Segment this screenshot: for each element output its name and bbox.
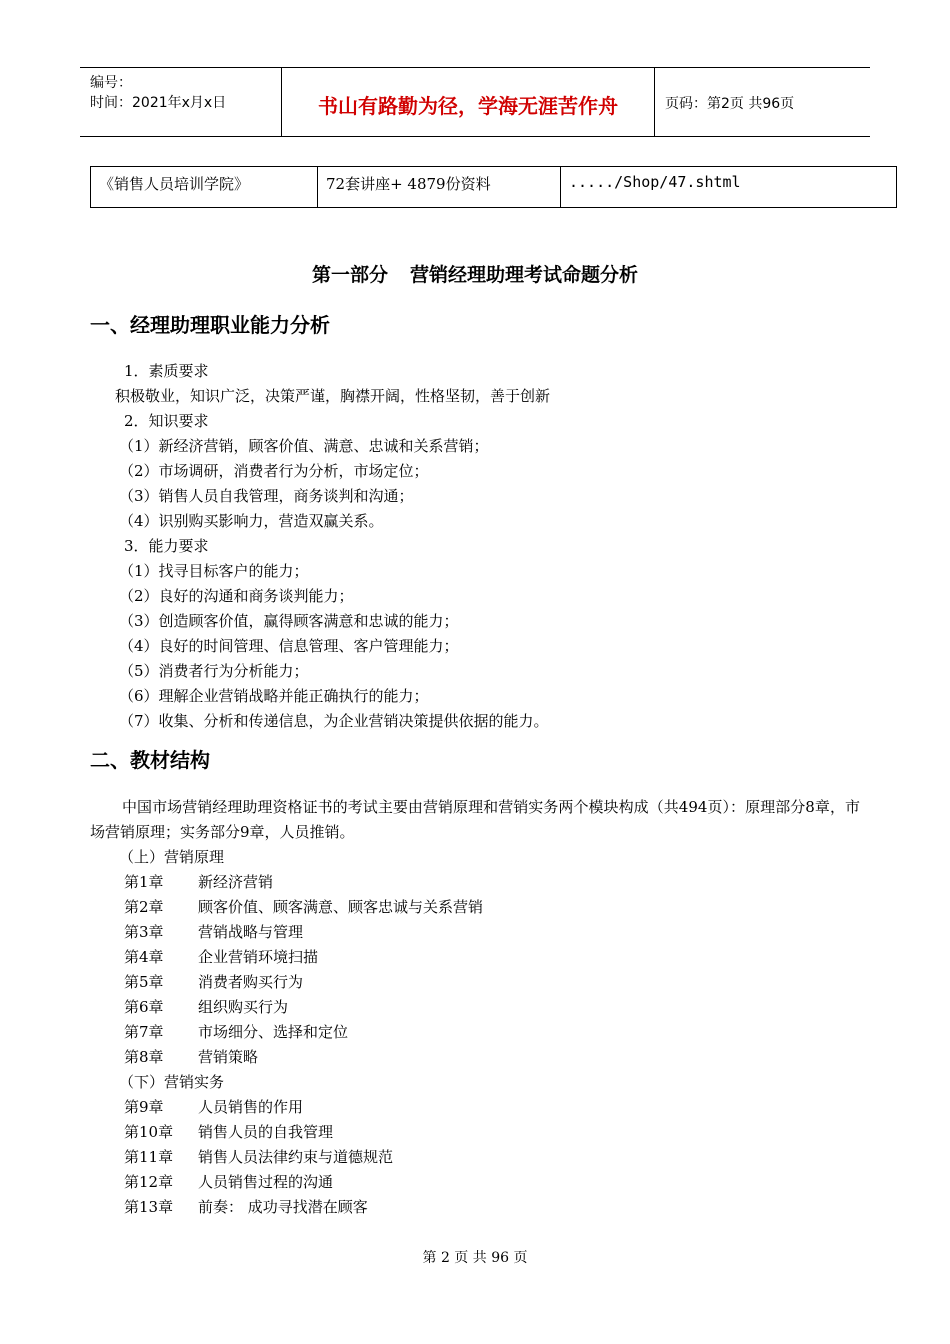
header-motto-cell xyxy=(281,68,655,136)
document-header xyxy=(80,67,870,137)
chapter-number: 第1章 xyxy=(124,873,164,891)
resource-link[interactable]: ...../Shop/47.shtml xyxy=(569,173,741,191)
subheading-quality: 1．素质要求 xyxy=(124,362,209,380)
chapter-title: 新经济营销 xyxy=(198,873,274,891)
list-item: （4）良好的时间管理、信息管理、客户管理能力； xyxy=(119,637,459,655)
chapter-number: 第10章 xyxy=(124,1123,174,1141)
chapter-title: 人员销售过程的沟通 xyxy=(198,1173,334,1191)
resource-cell-count xyxy=(318,167,561,207)
page-label: 页码：第2页 共96页 xyxy=(665,96,795,112)
time-label: 时间：2021年x月x日 xyxy=(90,95,227,111)
chapter-number: 第8章 xyxy=(124,1048,164,1066)
chapter-title: 消费者购买行为 xyxy=(198,973,304,991)
list-item: （3）创造顾客价值，赢得顾客满意和忠诚的能力； xyxy=(119,612,459,630)
header-info-cell xyxy=(80,68,281,136)
chapter-title: 销售人员的自我管理 xyxy=(198,1123,334,1141)
subheading-knowledge: 2．知识要求 xyxy=(124,412,209,430)
part-b-label: （下）营销实务 xyxy=(119,1073,225,1091)
list-item: （3）销售人员自我管理，商务谈判和沟通； xyxy=(119,487,414,505)
chapter-title: 人员销售的作用 xyxy=(198,1098,304,1116)
chapter-number: 第4章 xyxy=(124,948,164,966)
list-item: （6）理解企业营销战略并能正确执行的能力； xyxy=(119,687,429,705)
chapter-number: 第9章 xyxy=(124,1098,164,1116)
header-page-cell xyxy=(655,68,870,136)
chapter-title: 销售人员法律约束与道德规范 xyxy=(198,1148,394,1166)
part-title xyxy=(0,260,950,287)
list-item: （1）新经济营销，顾客价值、满意、忠诚和关系营销； xyxy=(119,437,489,455)
part-title-text: 营销经理助理考试命题分析 xyxy=(410,264,639,286)
list-item: （4）识别购买影响力，营造双赢关系。 xyxy=(119,512,384,530)
list-item: （1）找寻目标客户的能力； xyxy=(119,562,309,580)
subheading-ability: 3．能力要求 xyxy=(124,537,209,555)
resource-cell-link[interactable] xyxy=(561,167,896,207)
part-title-number: 第一部分 xyxy=(311,264,388,286)
chapter-number: 第5章 xyxy=(124,973,164,991)
chapter-number: 第3章 xyxy=(124,923,164,941)
resource-count: 72套讲座+ 4879份资料 xyxy=(326,175,491,193)
intro-paragraph: 中国市场营销经理助理资格证书的考试主要由营销原理和营销实务两个模块构成（共494页）：原理部分8章，市场营销原理；实务部分9章，人员推销。 xyxy=(90,798,860,841)
chapter-title: 企业营销环境扫描 xyxy=(198,948,319,966)
list-item: （2）市场调研，消费者行为分析，市场定位； xyxy=(119,462,429,480)
chapter-number: 第2章 xyxy=(124,898,164,916)
body-line: 积极敬业，知识广泛，决策严谨，胸襟开阔，性格坚韧，善于创新 xyxy=(115,387,551,405)
list-item: （7）收集、分析和传递信息，为企业营销决策提供依据的能力。 xyxy=(119,712,549,730)
chapter-title: 市场细分、选择和定位 xyxy=(198,1023,349,1041)
page-footer: 第 2 页 共 96 页 xyxy=(422,1250,528,1266)
chapter-title: 顾客价值、顾客满意、顾客忠诚与关系营销 xyxy=(198,898,484,916)
serial-label: 编号： xyxy=(90,75,132,91)
resource-table xyxy=(90,166,897,208)
chapter-number: 第6章 xyxy=(124,998,164,1016)
chapter-number: 第11章 xyxy=(124,1148,174,1166)
resource-cell-title xyxy=(91,167,318,207)
chapter-title: 前奏： 成功寻找潜在顾客 xyxy=(198,1198,368,1216)
part-a-label: （上）营销原理 xyxy=(119,848,225,866)
chapter-number: 第13章 xyxy=(124,1198,174,1216)
list-item: （2）良好的沟通和商务谈判能力； xyxy=(119,587,354,605)
chapter-title: 营销战略与管理 xyxy=(198,923,304,941)
motto: 书山有路勤为径，学海无涯苦作舟 xyxy=(318,94,618,118)
chapter-title: 营销策略 xyxy=(198,1048,259,1066)
section2-heading: 二、教材结构 xyxy=(90,748,210,772)
section1-heading: 一、经理助理职业能力分析 xyxy=(90,313,330,337)
list-item: （5）消费者行为分析能力； xyxy=(119,662,309,680)
chapter-title: 组织购买行为 xyxy=(198,998,289,1016)
resource-title: 《销售人员培训学院》 xyxy=(99,175,250,193)
chapter-number: 第12章 xyxy=(124,1173,174,1191)
chapter-number: 第7章 xyxy=(124,1023,164,1041)
